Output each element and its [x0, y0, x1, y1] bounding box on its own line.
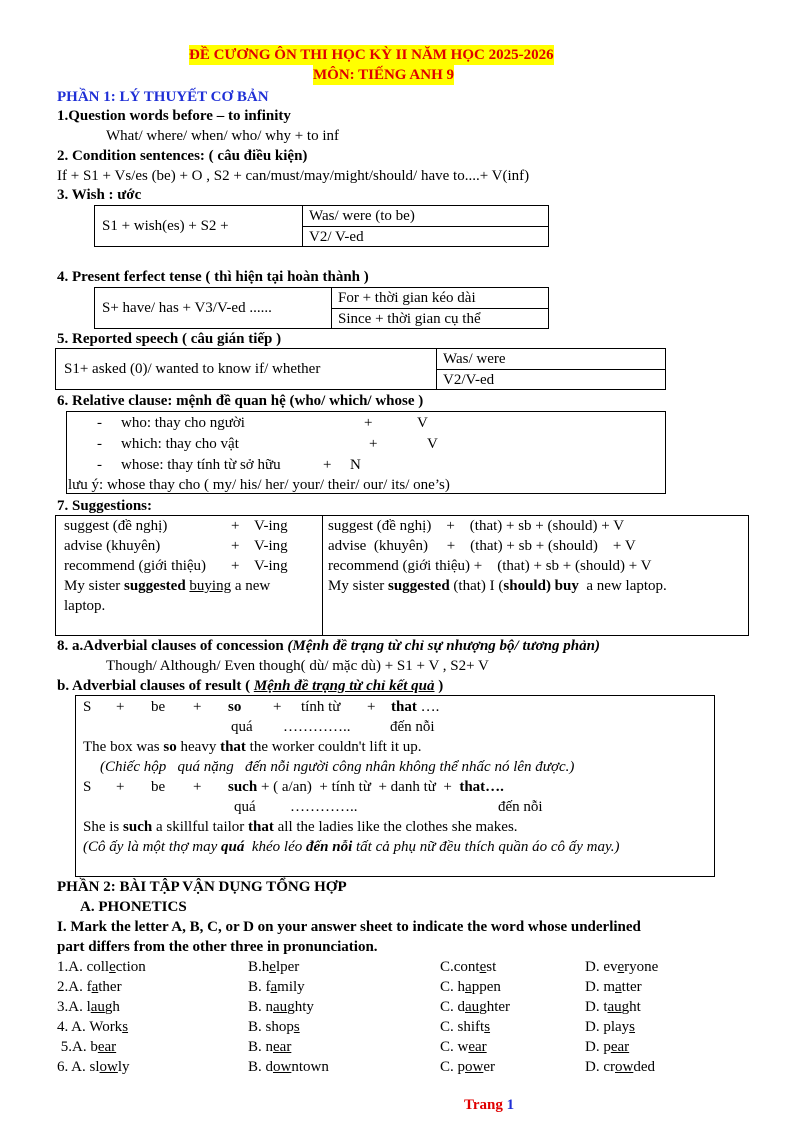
such-word: such [228, 779, 258, 795]
document-title: ĐỀ CƯƠNG ÔN THI HỌC KỲ II NĂM HỌC 2025-2026 [189, 47, 554, 63]
such-that: that…. [459, 779, 504, 795]
concession-line: Though/ Although/ Even though( dù/ mặc dù) + S1 + V , S2+ V [106, 658, 489, 674]
word-part: ghty [287, 999, 314, 1015]
rs-formula: S1+ asked (0)/ wanted to know if/ whether [64, 361, 321, 377]
word-part: B. n [248, 1039, 274, 1055]
such-translation [83, 837, 620, 857]
sugg-left-ex-t1: My sister [64, 578, 124, 594]
sugg-right-ex-b2: should) buy [503, 578, 579, 594]
word-part: C. shift [440, 1019, 485, 1035]
suggestions-table [55, 515, 749, 636]
question-4-option-D [585, 1017, 635, 1037]
section1-line: What/ where/ when/ who/ why + to inf [106, 128, 339, 144]
so-so: so [228, 699, 242, 715]
section2-line: If + S1 + Vs/es (be) + O , S2 + can/must/may/might/should/ have to....+ V(inf) [57, 168, 530, 184]
reported-speech-table [55, 348, 666, 390]
word-part: D. t [585, 999, 608, 1015]
present-perfect-table [94, 287, 549, 329]
so-ex-t3: the worker couldn't lift it up. [245, 739, 422, 755]
sugg-left-1b: V-ing [254, 518, 288, 534]
word-part: ction [115, 959, 146, 975]
part1-heading: PHẦN 1: LÝ THUYẾT CƠ BẢN [57, 89, 269, 105]
section6-heading: 6. Relative clause: mệnh đề quan hệ (who/ which/ whose ) [57, 393, 424, 409]
word-part: C.cont [440, 959, 480, 975]
sugg-right-2: advise (khuyên) + (that) + sb + (should) + V [328, 538, 636, 554]
rc-dash-2: - [97, 436, 102, 452]
word-part: C. p [440, 1059, 466, 1075]
word-part: ryone [624, 959, 659, 975]
underlined-part: s [484, 1019, 491, 1035]
question-5-option-D [585, 1037, 629, 1057]
sugg-right-1: suggest (đề nghị) + (that) + sb + (should) + V [328, 518, 625, 534]
word-part: D. m [585, 979, 615, 995]
underlined-part: a [615, 979, 622, 995]
word-part: B. n [248, 999, 274, 1015]
underlined-part: au [90, 999, 105, 1015]
so-ex-t2: heavy [176, 739, 221, 755]
underlined-part: ow [615, 1059, 634, 1075]
underlined-part: e [109, 959, 116, 975]
rc-dash-1: - [97, 415, 102, 431]
sugg-right-ex-t1: My sister [328, 578, 388, 594]
such-ex-t3: all the ladies like the clothes she makes. [273, 819, 518, 835]
such-p2: + [193, 779, 202, 795]
sugg-right-example [328, 576, 667, 596]
so-s: S [83, 699, 92, 715]
such-tr-b2: đến nỗi [305, 839, 353, 855]
word-part: ther [98, 979, 122, 995]
underlined-part: e [617, 959, 625, 975]
rc-v-1: V [417, 415, 428, 431]
underlined-part: ear [468, 1039, 487, 1055]
such-s: S [83, 779, 92, 795]
pp-option-1: For + thời gian kéo dài [338, 290, 476, 306]
rc-v-2: V [427, 436, 438, 452]
section1-heading: 1.Question words before – to infinity [57, 108, 291, 124]
word-part: 2.A. f [57, 979, 92, 995]
word-part: D. p [585, 1039, 611, 1055]
underlined-part: s [629, 1019, 636, 1035]
word-part: ppen [471, 979, 501, 995]
sugg-left-ex-bold: suggested [124, 578, 186, 594]
section7-heading: 7. Suggestions: [57, 498, 153, 514]
question-5-option-A [57, 1037, 116, 1057]
underlined-part: e [479, 959, 487, 975]
underlined-part: a [465, 979, 472, 995]
word-part: gh [104, 999, 120, 1015]
question-2-option-C [440, 977, 501, 997]
pp-option-2: Since + thời gian cụ thể [338, 311, 481, 327]
rs-option-2: V2/V-ed [443, 372, 495, 388]
word-part: 4. A. Work [57, 1019, 123, 1035]
underlined-part: e [269, 959, 276, 975]
word-part: 5.A. b [57, 1039, 98, 1055]
such-example [83, 817, 518, 837]
sugg-left-3p: + [231, 558, 240, 574]
question-2-option-D [585, 977, 642, 997]
such-tr-t1: (Cô ấy là một thợ may [83, 839, 221, 855]
such-sub-dots: ………….. [290, 799, 358, 815]
rc-plus-1: + [364, 415, 373, 431]
section3-heading: 3. Wish : ước [57, 187, 142, 203]
part2-heading: PHẦN 2: BÀI TẬP VẬN DỤNG TỔNG HỢP [57, 879, 347, 895]
s8b-heading-italic: Mệnh đề trạng từ chỉ kết quả [253, 678, 435, 694]
rc-which: which: thay cho vật [121, 436, 239, 452]
question-4-option-C [440, 1017, 490, 1037]
word-part: C. w [440, 1039, 469, 1055]
question-1-option-B [248, 957, 299, 977]
sugg-left-example-cont: laptop. [64, 598, 106, 614]
underlined-part: au [607, 999, 622, 1015]
so-be: be [151, 699, 166, 715]
sugg-left-2p: + [231, 538, 240, 554]
word-part: B. shop [248, 1019, 294, 1035]
page-footer [464, 1095, 514, 1115]
sugg-left-2b: V-ing [254, 538, 288, 554]
such-rest: + ( a/an) + tính từ + danh từ + [257, 779, 460, 795]
such-tr-b1: quá [221, 839, 245, 855]
question-3-option-D [585, 997, 641, 1017]
so-p2: + [193, 699, 202, 715]
sugg-left-1a: suggest (đề nghị) [64, 518, 168, 534]
such-ex-t1: She is [83, 819, 124, 835]
so-ex-t1: The box was [83, 739, 164, 755]
word-part: lper [275, 959, 300, 975]
word-part: er [483, 1059, 496, 1075]
word-part: B.h [248, 959, 270, 975]
section2-heading: 2. Condition sentences: ( câu điều kiện) [57, 148, 308, 164]
rc-plus-3: + [323, 457, 332, 473]
sugg-left-3b: V-ing [254, 558, 288, 574]
word-part: D. cr [585, 1059, 615, 1075]
section8a-heading [57, 636, 600, 656]
so-translation: (Chiếc hộp quá nặng đến nỗi người công nhân không thể nhấc nó lên được.) [100, 759, 575, 775]
s8b-heading-end: ) [434, 678, 444, 694]
question-6-option-B [248, 1057, 329, 1077]
so-p3: + [273, 699, 282, 715]
such-formula [228, 777, 504, 797]
such-ex-b1: such [123, 819, 153, 835]
word-part: 1.A. coll [57, 959, 110, 975]
word-part: mily [277, 979, 305, 995]
so-ex-b2: that [220, 739, 246, 755]
such-p1: + [116, 779, 125, 795]
word-part: D. ev [585, 959, 618, 975]
so-sub-den: đến nỗi [390, 719, 435, 735]
underlined-part: a [270, 979, 278, 995]
such-tr-t2: khéo léo [244, 839, 306, 855]
question-6-option-C [440, 1057, 495, 1077]
document-subject: MÔN: TIẾNG ANH 9 [313, 67, 454, 83]
question-5-option-C [440, 1037, 487, 1057]
sugg-left-3a: recommend (giới thiệu) [64, 558, 207, 574]
section5-heading: 5. Reported speech ( câu gián tiếp ) [57, 331, 282, 347]
question-1-option-A [57, 957, 146, 977]
so-sub-dots: ………….. [283, 719, 351, 735]
such-sub-den: đến nỗi [498, 799, 543, 815]
question-1-option-D [585, 957, 658, 977]
question-6-option-A [57, 1057, 130, 1077]
sugg-left-2a: advise (khuyên) [64, 538, 161, 554]
such-ex-t2: a skillful tailor [152, 819, 249, 835]
s8a-heading-text: 8. a.Adverbial clauses of concession [57, 638, 288, 654]
so-p1: + [116, 699, 125, 715]
word-part: ded [633, 1059, 656, 1075]
footer-label: Trang [464, 1097, 503, 1113]
so-ex-b1: so [163, 739, 177, 755]
wish-option-1: Was/ were (to be) [309, 208, 415, 224]
so-that [391, 697, 439, 717]
wish-option-2: V2/ V-ed [309, 229, 364, 245]
word-part: C. d [440, 999, 466, 1015]
sugg-left-ex-t3: a new [231, 578, 271, 594]
question-3-option-C [440, 997, 510, 1017]
word-part: B. d [248, 1059, 274, 1075]
so-that-dots: …. [416, 699, 440, 715]
word-part: 3.A. l [57, 999, 91, 1015]
question-6-option-D [585, 1057, 655, 1077]
sugg-right-ex-t3: a new laptop. [578, 578, 667, 594]
s8b-heading-text: b. Adverbial clauses of result ( [57, 678, 254, 694]
underlined-part: ow [99, 1059, 118, 1075]
rc-who: who: thay cho người [121, 415, 245, 431]
result-clause-box [75, 695, 715, 877]
such-be: be [151, 779, 166, 795]
underlined-part: au [465, 999, 480, 1015]
sugg-right-3: recommend (giới thiệu) + (that) + sb + (should) + V [328, 558, 652, 574]
underlined-part: au [273, 999, 288, 1015]
rc-dash-3: - [97, 457, 102, 473]
underlined-part: ear [610, 1039, 630, 1055]
underlined-part: a [91, 979, 99, 995]
question-2-option-A [57, 977, 122, 997]
word-part: tter [621, 979, 642, 995]
question-3-option-A [57, 997, 120, 1017]
rs-option-1: Was/ were [443, 351, 506, 367]
sugg-left-1p: + [231, 518, 240, 534]
so-p4: + [367, 699, 376, 715]
section4-heading: 4. Present ferfect tense ( thì hiện tại hoàn thành ) [57, 269, 369, 285]
relative-clause-box [66, 411, 666, 494]
phonetics-heading: A. PHONETICS [80, 899, 187, 915]
underlined-part: ear [273, 1039, 292, 1055]
rc-whose: whose: thay tính từ sở hữu [121, 457, 281, 473]
sugg-left-ex-under: buying [189, 578, 232, 594]
question-4-option-A [57, 1017, 128, 1037]
sugg-right-ex-t2: (that) I ( [449, 578, 504, 594]
question-5-option-B [248, 1037, 291, 1057]
word-part: ghter [479, 999, 511, 1015]
question-2-option-B [248, 977, 305, 997]
pp-formula: S+ have/ has + V3/V-ed ...... [102, 300, 272, 316]
instruction-line-1: I. Mark the letter A, B, C, or D on your answer sheet to indicate the word whose underlined [57, 919, 641, 935]
word-part: st [486, 959, 497, 975]
rc-plus-2: + [369, 436, 378, 452]
such-tr-t3: tất cả phụ nữ đều thích quần áo cô ấy may.) [352, 839, 620, 855]
word-part: 6. A. sl [57, 1059, 100, 1075]
footer-page-number: 1 [506, 1097, 515, 1113]
such-sub-qua: quá [234, 799, 256, 815]
word-part: ly [117, 1059, 130, 1075]
word-part: C. h [440, 979, 466, 995]
so-example [83, 737, 422, 757]
such-ex-b2: that [248, 819, 274, 835]
rc-n: N [350, 457, 361, 473]
word-part: ght [621, 999, 641, 1015]
underlined-part: ow [273, 1059, 292, 1075]
word-part: B. f [248, 979, 271, 995]
instruction-line-2: part differs from the other three in pronunciation. [57, 939, 378, 955]
s8a-heading-italic: (Mệnh đề trạng từ chỉ sự nhượng bộ/ tương phản) [287, 638, 600, 654]
sugg-right-ex-b1: suggested [388, 578, 450, 594]
underlined-part: s [122, 1019, 129, 1035]
so-adj: tính từ [301, 699, 341, 715]
so-that-word: that [391, 699, 417, 715]
question-1-option-C [440, 957, 496, 977]
word-part: D. play [585, 1019, 630, 1035]
underlined-part: ow [465, 1059, 484, 1075]
question-3-option-B [248, 997, 314, 1017]
section8b-heading [57, 676, 443, 696]
underlined-part: ear [97, 1039, 117, 1055]
word-part: ntown [291, 1059, 329, 1075]
question-4-option-B [248, 1017, 300, 1037]
rc-note: lưu ý: whose thay cho ( my/ his/ her/ your/ their/ our/ its/ one’s) [68, 477, 450, 493]
so-sub-qua: quá [231, 719, 253, 735]
wish-table [94, 205, 549, 247]
underlined-part: s [293, 1019, 300, 1035]
sugg-left-example [64, 576, 270, 596]
wish-formula: S1 + wish(es) + S2 + [102, 218, 229, 234]
